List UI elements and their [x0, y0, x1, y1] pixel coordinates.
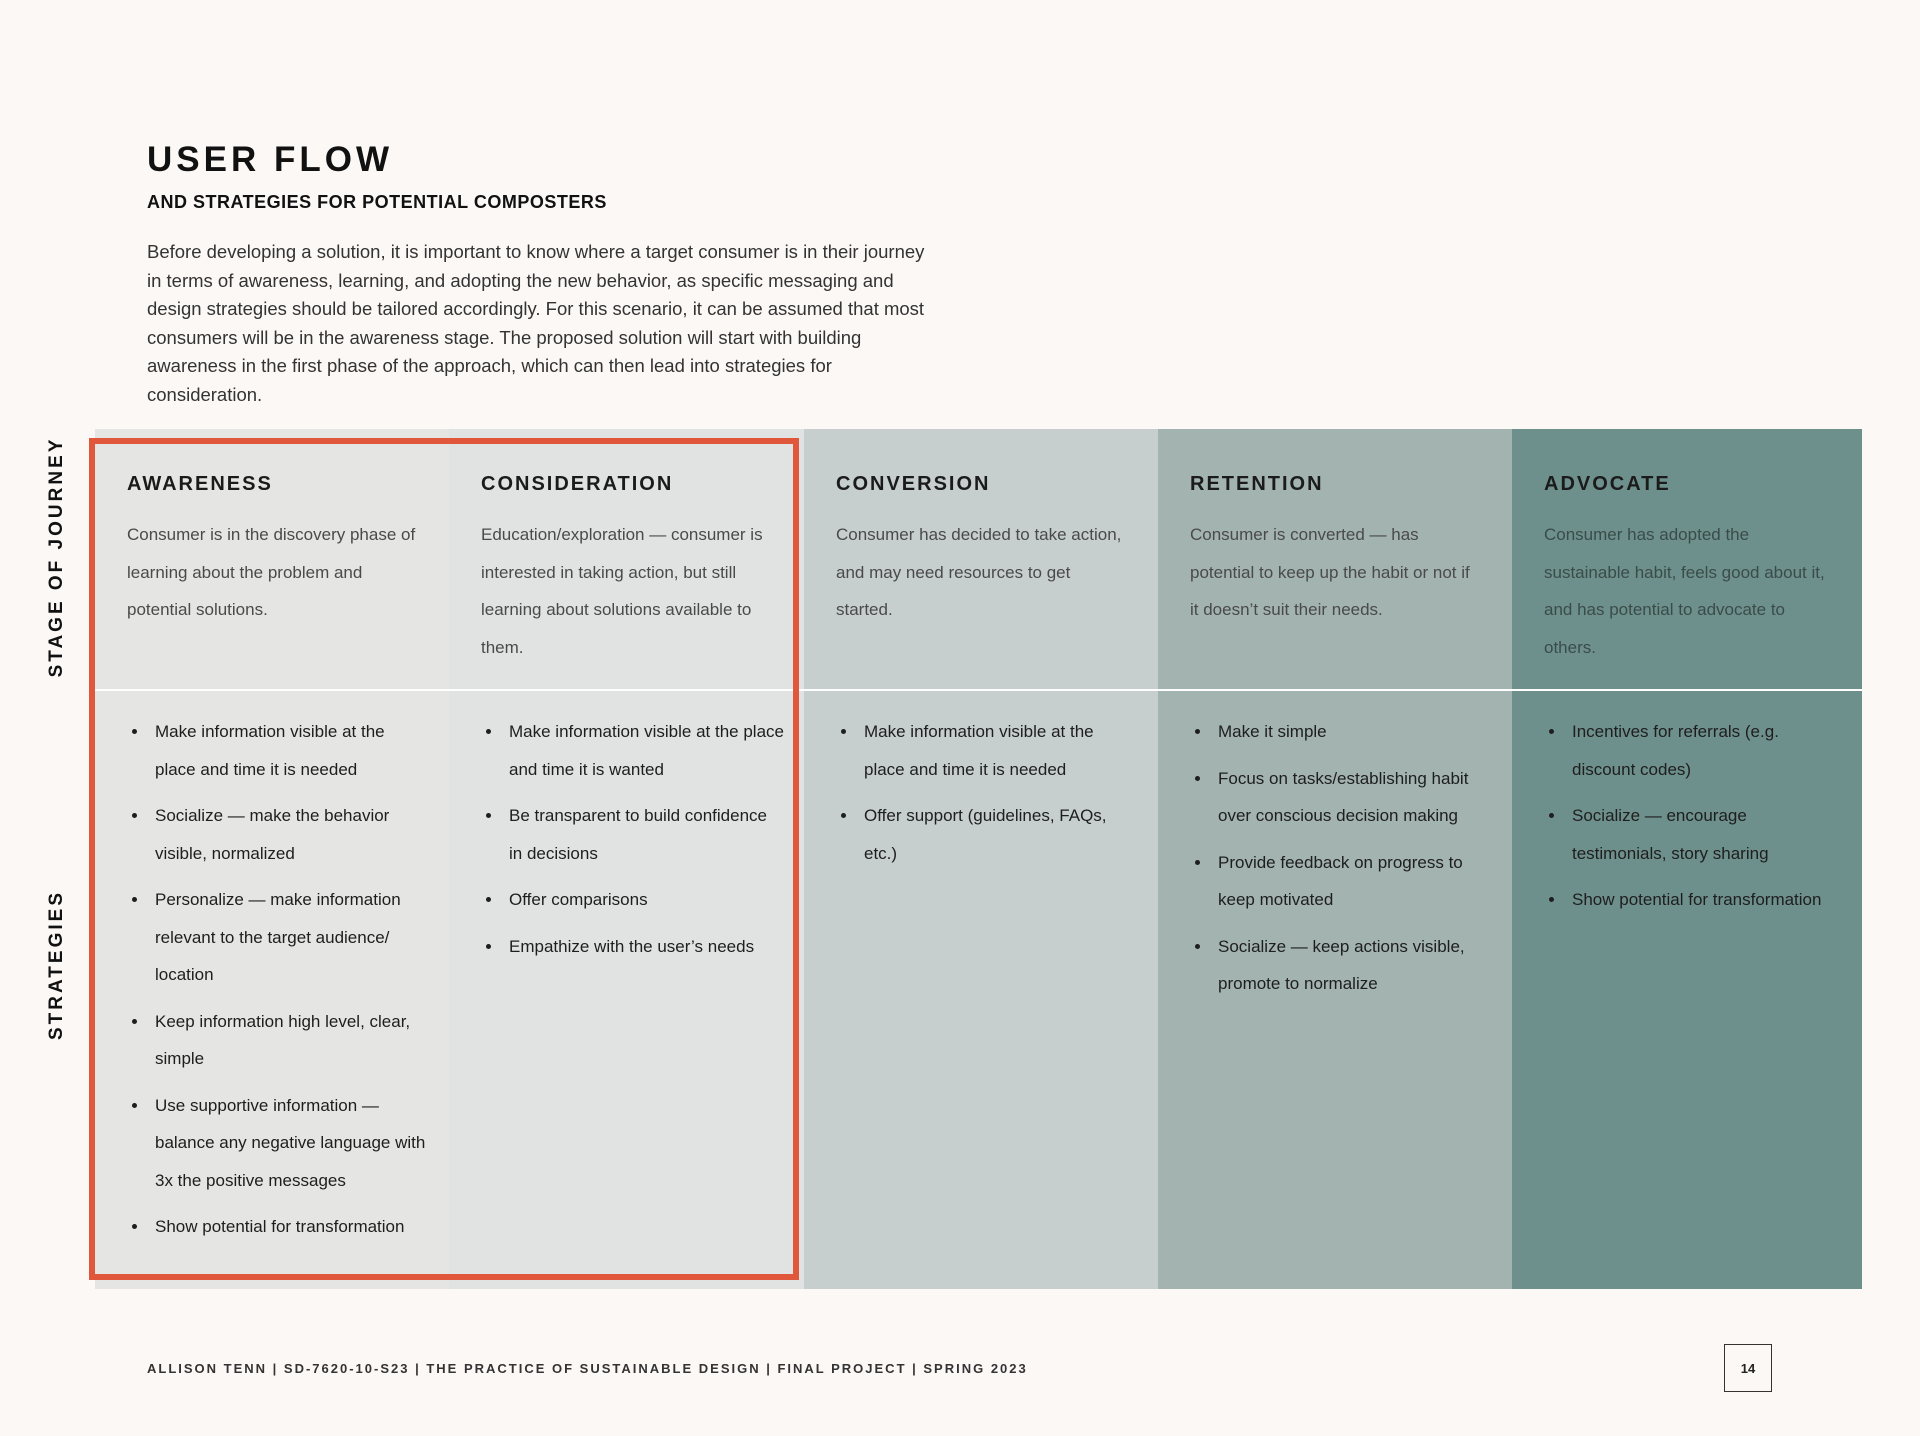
column-retention	[1158, 429, 1512, 1289]
stage-cell	[449, 429, 804, 691]
strategy-item: • Make information visible at the place and time it is needed	[149, 713, 429, 788]
strategy-item: • Offer support (guidelines, FAQs, etc.)	[858, 797, 1138, 872]
strategy-item: • Incentives for referrals (e.g. discount codes)	[1566, 713, 1842, 788]
strategy-item: • Socialize — make the behavior visible, normalized	[149, 797, 429, 872]
strategy-item: • Focus on tasks/establishing habit over conscious decision making	[1212, 760, 1492, 835]
strategy-item: • Empathize with the user’s needs	[503, 928, 784, 966]
strategy-item: • Socialize — keep actions visible, promote to normalize	[1212, 928, 1492, 1003]
strategies-cell	[449, 691, 804, 965]
column-awareness	[95, 429, 449, 1289]
stage-description: Consumer has decided to take action, and may need resources to get started.	[836, 525, 1122, 619]
column-consideration	[449, 429, 804, 1289]
strategy-item: • Socialize — encourage testimonials, story sharing	[1566, 797, 1842, 872]
strategy-item: • Personalize — make information relevant to the target audience/ location	[149, 881, 429, 994]
strategies-cell	[1512, 691, 1862, 919]
column-advocate	[1512, 429, 1862, 1289]
strategy-item: • Use supportive information — balance any negative language with 3x the positive messages	[149, 1087, 429, 1200]
strategy-item: • Offer comparisons	[503, 881, 784, 919]
strategy-list	[477, 713, 784, 965]
stage-description: Consumer is in the discovery phase of learning about the problem and potential solutions.	[127, 525, 416, 619]
strategy-list	[1540, 713, 1842, 919]
strategies-cell	[95, 691, 449, 1246]
intro-paragraph: Before developing a solution, it is important to know where a target consumer is in their journey in terms of awareness, learning, and adopting the new behavior, as specific messaging and design strategies should be tailored accordingly. For this scenario, it can be assumed that most consumers will be in the awareness stage. The proposed solution will start with building awareness in the first phase of the approach, which can then lead into strategies for consideration.	[147, 241, 925, 405]
user-flow-grid	[95, 429, 1862, 1289]
strategies-cell	[804, 691, 1158, 872]
stage-name: AWARENESS	[127, 473, 273, 495]
stage-cell	[95, 429, 449, 691]
strategy-list	[123, 713, 429, 1246]
strategy-item: • Be transparent to build confidence in decisions	[503, 797, 784, 872]
strategy-item: • Make information visible at the place and time it is needed	[858, 713, 1138, 788]
stage-name: CONVERSION	[836, 473, 991, 495]
page-title: USER FLOW	[147, 140, 393, 179]
stage-description: Education/exploration — consumer is interested in taking action, but still learning about solutions available to them.	[481, 525, 763, 657]
strategy-item: • Provide feedback on progress to keep motivated	[1212, 844, 1492, 919]
stage-cell	[1158, 429, 1512, 691]
strategy-list	[832, 713, 1138, 872]
stage-cell	[804, 429, 1158, 691]
stage-name: ADVOCATE	[1544, 473, 1671, 495]
page-subtitle: AND STRATEGIES FOR POTENTIAL COMPOSTERS	[147, 192, 607, 212]
footer-text: ALLISON TENN | SD-7620-10-S23 | THE PRACTICE OF SUSTAINABLE DESIGN | FINAL PROJECT | SPRING 2023	[147, 1361, 1028, 1376]
stage-description: Consumer is converted — has potential to keep up the habit or not if it doesn’t suit their needs.	[1190, 525, 1470, 619]
stage-cell	[1512, 429, 1862, 691]
column-conversion	[804, 429, 1158, 1289]
page-number: 14	[1724, 1344, 1772, 1392]
strategy-item: • Keep information high level, clear, simple	[149, 1003, 429, 1078]
strategies-cell	[1158, 691, 1512, 1003]
row-label-strategies: STRATEGIES	[46, 890, 67, 1040]
strategy-item: • Make information visible at the place and time it is wanted	[503, 713, 784, 788]
stage-name: RETENTION	[1190, 473, 1324, 495]
strategy-item: • Show potential for transformation	[1566, 881, 1842, 919]
stage-name: CONSIDERATION	[481, 473, 674, 495]
row-label-stage: STAGE OF JOURNEY	[46, 436, 67, 678]
stage-description: Consumer has adopted the sustainable habit, feels good about it, and has potential to advocate to others.	[1544, 525, 1825, 657]
strategy-list	[1186, 713, 1492, 1003]
strategy-item: • Make it simple	[1212, 713, 1492, 751]
strategy-item: • Show potential for transformation	[149, 1208, 429, 1246]
